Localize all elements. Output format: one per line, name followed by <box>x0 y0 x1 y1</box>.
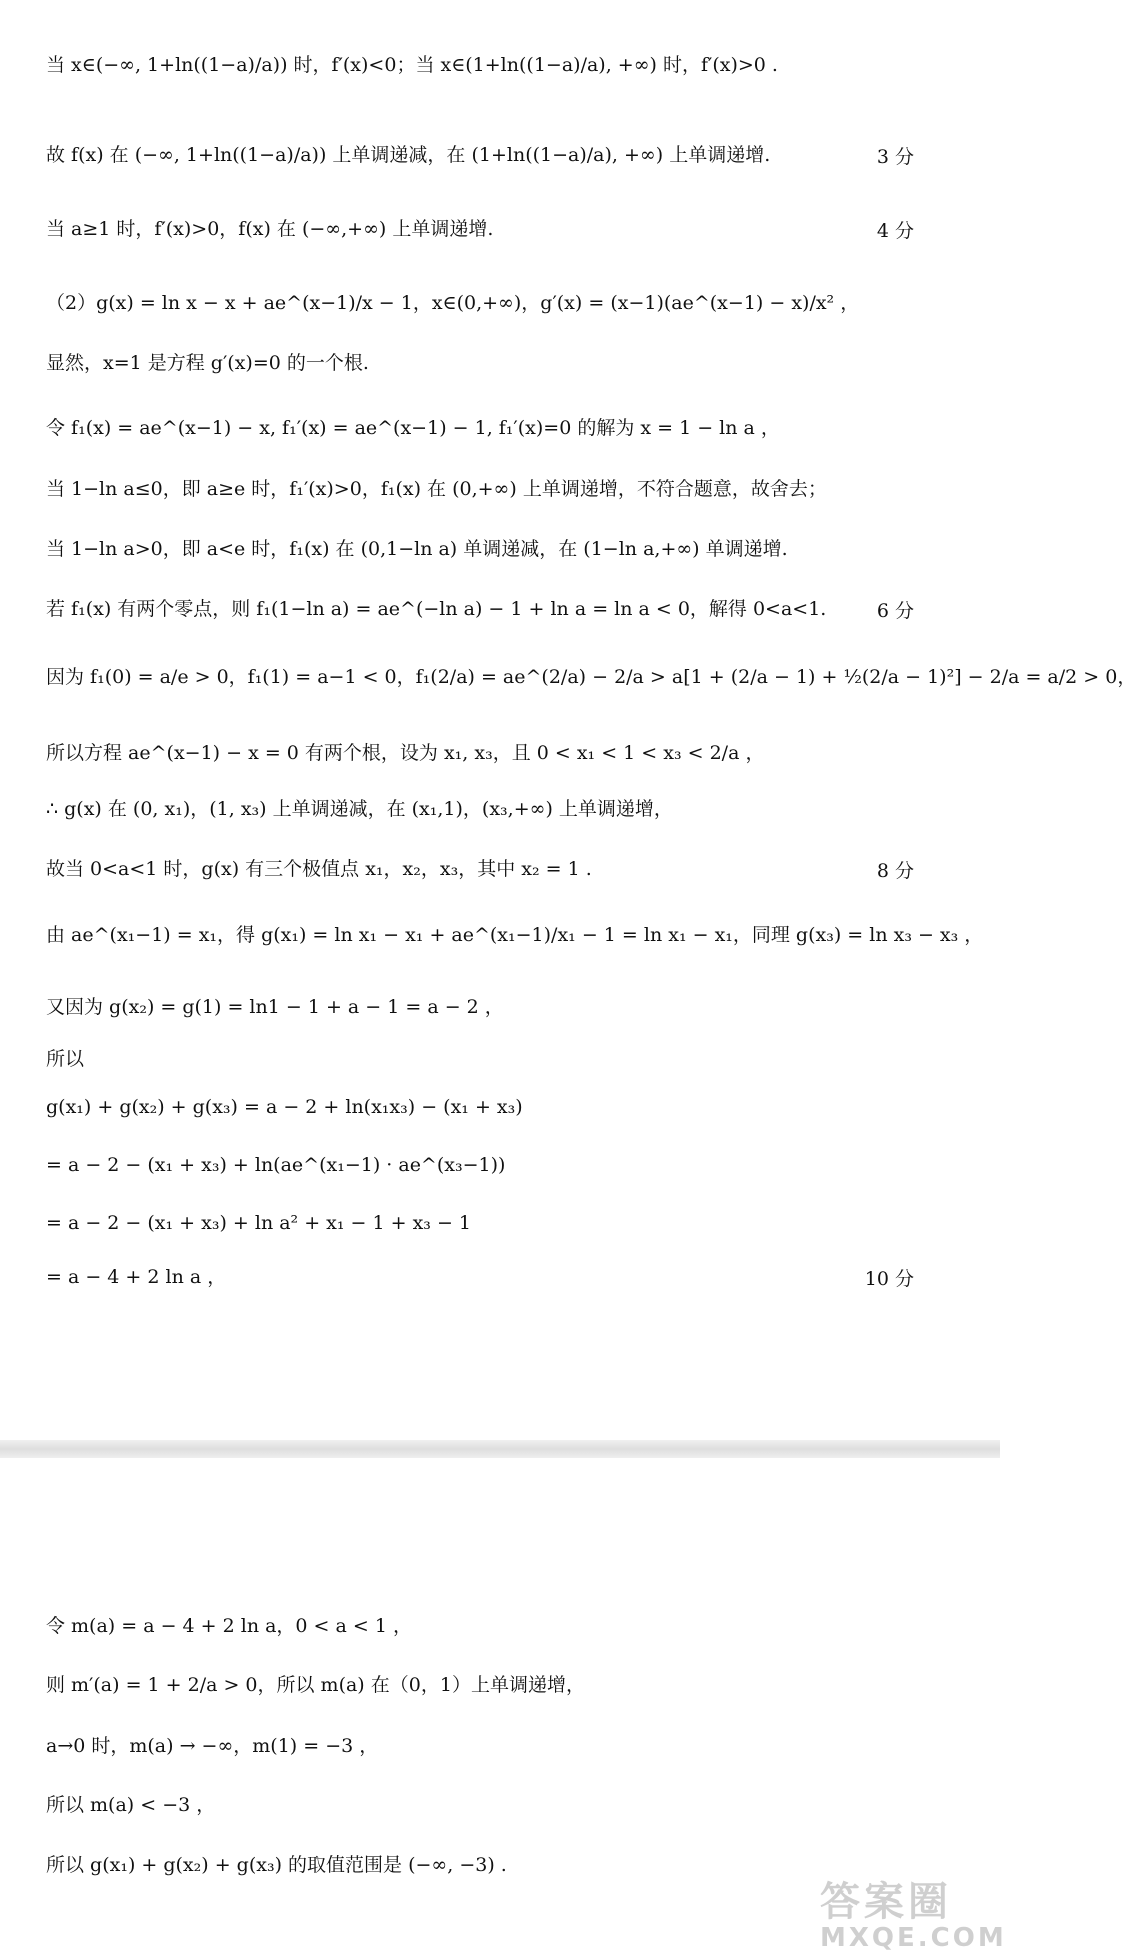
line-21: 令 m(a) = a − 4 + 2 ln a，0 < a < 1 ， <box>46 1615 412 1637</box>
line-9: 若 f₁(x) 有两个零点，则 f₁(1−ln a) = ae^(−ln a) − 1 + ln a = ln a < 0，解得 0<a<1. <box>46 598 827 620</box>
line-15: 又因为 g(x₂) = g(1) = ln1 − 1 + a − 1 = a − 2 ， <box>46 996 504 1018</box>
score-6: 6 分 <box>876 600 914 622</box>
line-24: 所以 m(a) < −3 ， <box>46 1794 216 1816</box>
score-4: 4 分 <box>876 220 914 242</box>
line-18: = a − 2 − (x₁ + x₃) + ln(ae^(x₁−1) · ae^(x₃−1)) <box>46 1154 506 1176</box>
line-14: 由 ae^(x₁−1) = x₁，得 g(x₁) = ln x₁ − x₁ + ae^(x₁−1)/x₁ − 1 = ln x₁ − x₁，同理 g(x₃) = ln x₃ − x₃ ， <box>46 924 984 946</box>
line-4: （2）g(x) = ln x − x + ae^(x−1)/x − 1，x∈(0,+∞)，g′(x) = (x−1)(ae^(x−1) − x)/x² ， <box>46 292 860 314</box>
line-20: = a − 4 + 2 ln a ， <box>46 1266 227 1288</box>
watermark-text-top: 答案圈 <box>820 1879 952 1925</box>
score-8: 8 分 <box>876 860 914 882</box>
line-16: 所以 <box>46 1048 85 1070</box>
line-11: 所以方程 ae^(x−1) − x = 0 有两个根，设为 x₁, x₃，且 0 < x₁ < 1 < x₃ < 2/a ， <box>46 742 765 764</box>
line-2: 故 f(x) 在 (−∞, 1+ln((1−a)/a)) 上单调递减，在 (1+ln((1−a)/a), +∞) 上单调递增. <box>46 144 771 166</box>
line-13: 故当 0<a<1 时，g(x) 有三个极值点 x₁，x₂，x₃，其中 x₂ = 1 . <box>46 858 592 880</box>
line-17: g(x₁) + g(x₂) + g(x₃) = a − 2 + ln(x₁x₃) − (x₁ + x₃) <box>46 1096 523 1118</box>
line-12: ∴ g(x) 在 (0, x₁)，(1, x₃) 上单调递减，在 (x₁,1)，(x₃,+∞) 上单调递增， <box>46 798 673 820</box>
line-5: 显然，x=1 是方程 g′(x)=0 的一个根. <box>46 352 369 374</box>
line-19: = a − 2 − (x₁ + x₃) + ln a² + x₁ − 1 + x₃ − 1 <box>46 1212 471 1234</box>
line-23: a→0 时，m(a) → −∞，m(1) = −3 ， <box>46 1735 379 1757</box>
page-divider <box>0 1440 1000 1458</box>
score-3: 3 分 <box>876 146 914 168</box>
line-10: 因为 f₁(0) = a/e > 0，f₁(1) = a−1 < 0，f₁(2/a) = ae^(2/a) − 2/a > a[1 + (2/a − 1) + ½(2/a − 1)²] − 2/a = a/2 > 0， <box>46 666 1136 688</box>
watermark-logo <box>820 1870 1007 1953</box>
line-1: 当 x∈(−∞, 1+ln((1−a)/a)) 时，f′(x)<0；当 x∈(1+ln((1−a)/a), +∞) 时，f′(x)>0 . <box>46 54 778 76</box>
line-22: 则 m′(a) = 1 + 2/a > 0，所以 m(a) 在（0，1）上单调递增， <box>46 1674 585 1696</box>
line-25: 所以 g(x₁) + g(x₂) + g(x₃) 的取值范围是 (−∞, −3) . <box>46 1854 507 1876</box>
score-10: 10 分 <box>864 1268 914 1290</box>
watermark-text-bottom: MXQE.COM <box>820 1923 1007 1953</box>
line-7: 当 1−ln a≤0，即 a≥e 时，f₁′(x)>0，f₁(x) 在 (0,+∞) 上单调递增，不符合题意，故舍去； <box>46 478 827 500</box>
line-6: 令 f₁(x) = ae^(x−1) − x, f₁′(x) = ae^(x−1) − 1, f₁′(x)=0 的解为 x = 1 − ln a ， <box>46 417 780 439</box>
line-8: 当 1−ln a>0，即 a<e 时，f₁(x) 在 (0,1−ln a) 单调递减，在 (1−ln a,+∞) 单调递增. <box>46 538 788 560</box>
line-3: 当 a≥1 时，f′(x)>0，f(x) 在 (−∞,+∞) 上单调递增. <box>46 218 494 240</box>
